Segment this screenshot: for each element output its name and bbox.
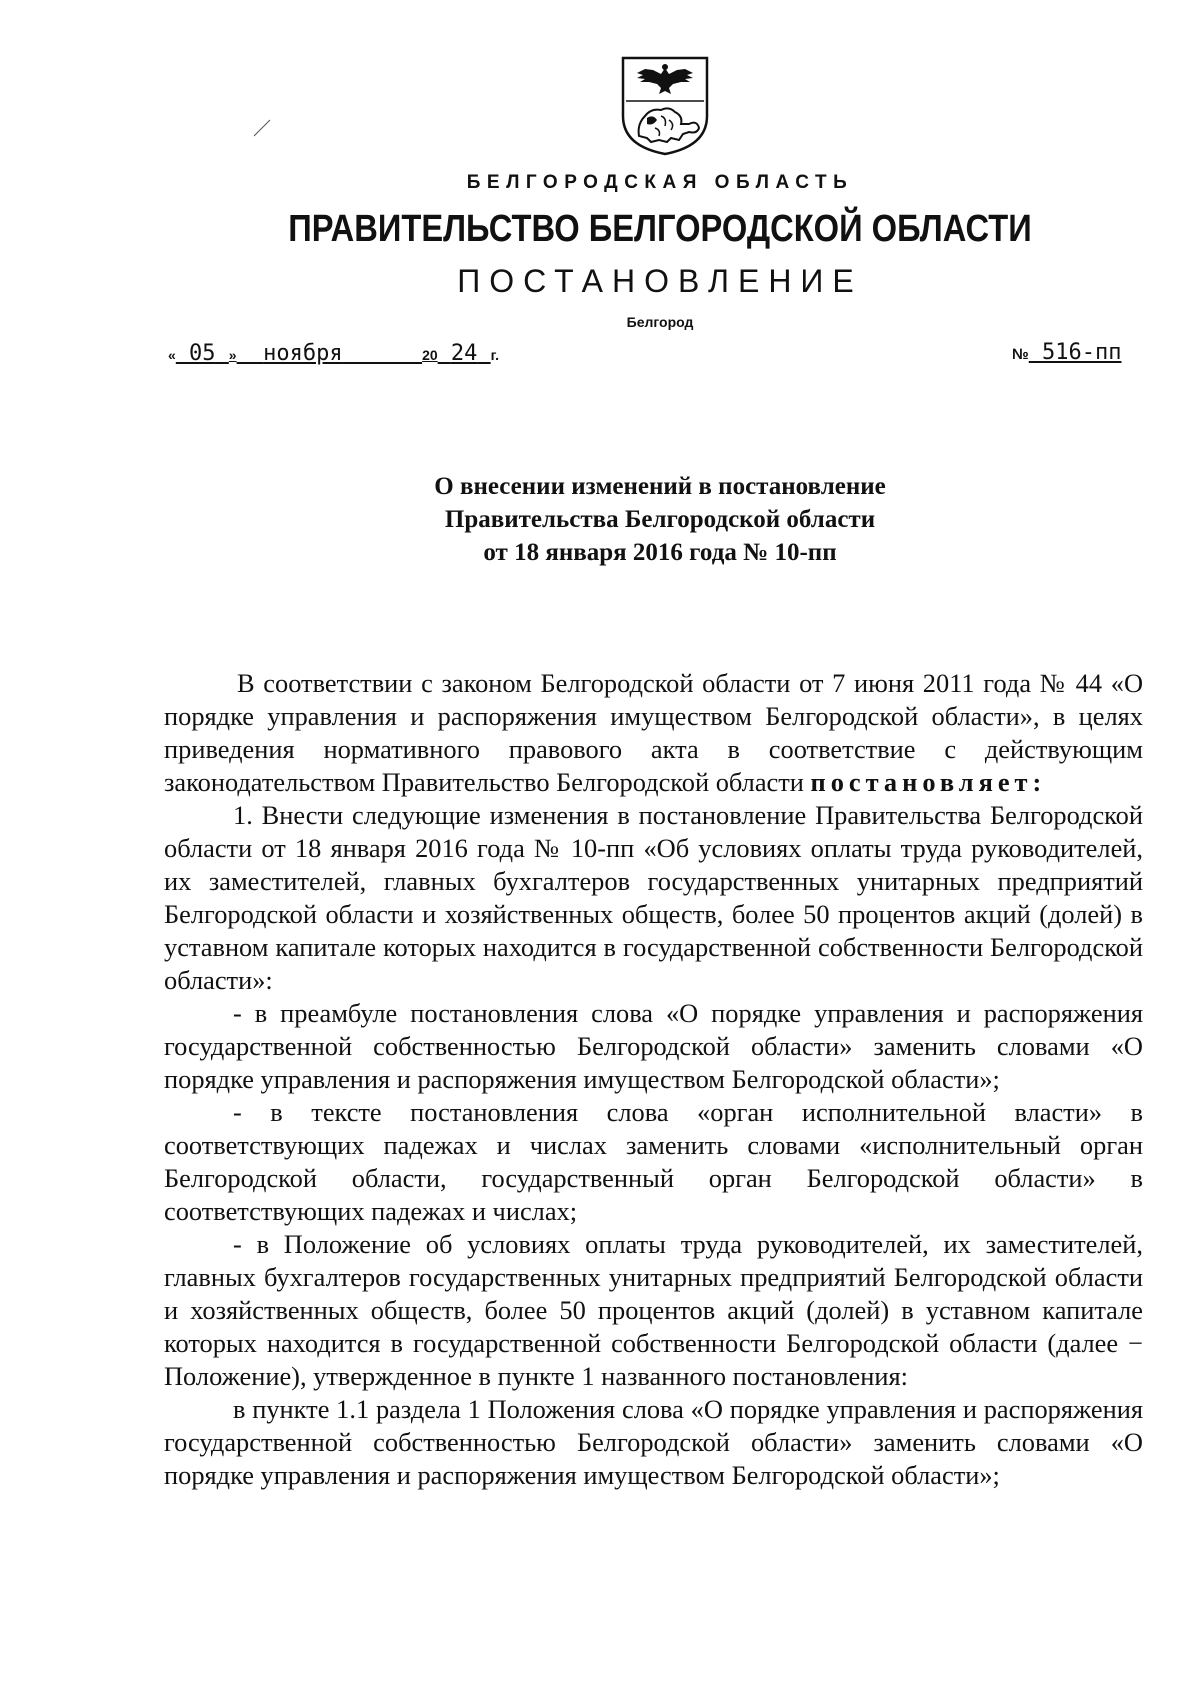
quote-close: »: [228, 347, 237, 363]
document-date: [168, 340, 499, 366]
body-paragraph: 1. Внести следующие изменения в постановление Правительства Белгородской области от 18 января 2016 года № 10-пп «Об условиях оплаты труда руководителей, их заместителей, главных бухгалтеров государственных унитарных предприятий Белгородской области и хозяйственных обществ, более 50 процентов акций (долей) в уставном капитале которых находится в государственной собственности Белгородской области»:: [164, 800, 1143, 995]
resolves-word: постановляет:: [810, 767, 1047, 797]
date-year-unit: г.: [490, 347, 499, 363]
date-day: 05: [189, 341, 216, 366]
date-month: ноября: [263, 341, 343, 366]
pen-stroke-mark: [252, 118, 272, 138]
body-paragraph: - в тексте постановления слова «орган исполнительной власти» в соответствующих падежах и числах заменить словами «исполнительный орган Белгородской области, государственный орган Белгородской области» в соответствующих падежах и числах;: [164, 1097, 1143, 1226]
body-paragraph: - в преамбуле постановления слова «О порядке управления и распоряжения государственной собственностью Белгородской области» заменить словами «О порядке управления и распоряжения имуществом Белгородской области»;: [164, 998, 1143, 1094]
title-line: от 18 января 2016 года № 10-пп: [483, 539, 837, 566]
document-body: [164, 667, 1143, 1492]
title-line: Правительства Белгородской области: [444, 506, 876, 533]
body-paragraph: - в Положение об условиях оплаты труда руководителей, их заместителей, главных бухгалтеров государственных унитарных предприятий Белгородской области и хозяйственных обществ, более 50 процентов акций (долей) в уставном капитале которых находится в государственной собственности Белгородской области (далее − Положение), утвержденное в пункте 1 названного постановления:: [164, 1229, 1143, 1391]
body-paragraph-intro: В соответствии с законом Белгородской области от 7 июня 2011 года № 44 «О порядке управления и распоряжения имуществом Белгородской области», в целях приведения нормативного правового акта в соответствие с действующим законодательством Правительство Белгородской области постановляет:: [164, 668, 1143, 797]
document-title: [0, 470, 1200, 569]
date-year-suffix: 24: [450, 341, 478, 366]
number-label: №: [1012, 346, 1029, 363]
coat-of-arms-emblem: [617, 54, 713, 156]
city-name: Белгород: [626, 314, 694, 330]
date-year-prefix: 20: [422, 347, 438, 363]
document-number: [1012, 340, 1121, 365]
region-name: БЕЛГОРОДСКАЯ ОБЛАСТЬ: [466, 172, 854, 193]
government-name: ПРАВИТЕЛЬСТВО БЕЛГОРОДСКОЙ ОБЛАСТИ: [288, 208, 1032, 250]
number-value: 516-пп: [1041, 340, 1122, 365]
quote-open: «: [168, 347, 176, 363]
body-paragraph: в пункте 1.1 раздела 1 Положения слова «О порядке управления и распоряжения государственной собственностью Белгородской области» заменить словами «О порядке управления и распоряжения имуществом Белгородской области»;: [164, 1394, 1143, 1490]
document-type: ПОСТАНОВЛЕНИЕ: [457, 263, 863, 299]
title-line: О внесении изменений в постановление: [434, 473, 886, 500]
